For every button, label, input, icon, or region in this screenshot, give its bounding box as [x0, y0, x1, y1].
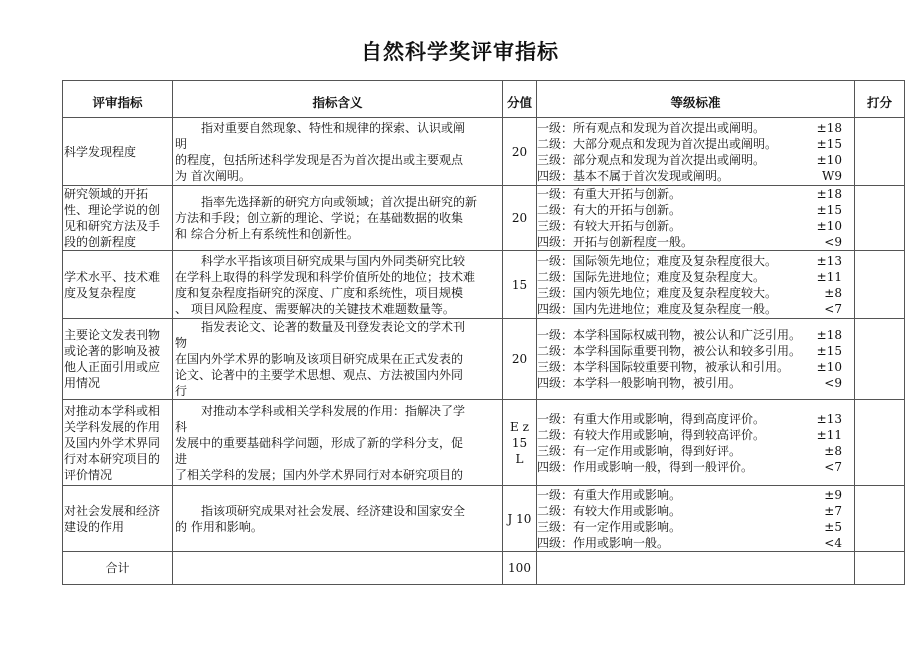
meaning-line: 科 — [175, 419, 188, 434]
score-cell — [503, 319, 537, 400]
grade-text: 四级：本学科一般影响刊物，被引用。 — [537, 376, 742, 390]
criterion-name-line: 段的创新程度 — [64, 235, 137, 249]
grade-range: ±10 — [816, 219, 842, 233]
header-grades: 等级标准 — [537, 81, 855, 118]
meaning-cell — [173, 251, 503, 319]
grade-range: <9 — [824, 376, 842, 390]
grade-range: ±15 — [816, 203, 842, 217]
grade-text: 三级：国内领先地位；难度及复杂程度较大。 — [537, 285, 778, 300]
score-value: 20 — [511, 352, 528, 366]
header-rating: 打分 — [855, 81, 905, 118]
grade-line — [537, 202, 852, 218]
header-score: 分值 — [503, 81, 537, 118]
meaning-line: 方法和手段；创立新的理论、学说；在基础数据的收集 — [175, 211, 464, 225]
grade-range: ±7 — [824, 503, 842, 518]
grade-range: ±18 — [816, 187, 842, 201]
grade-range: W9 — [822, 168, 842, 183]
total-row — [63, 552, 905, 585]
grades-cell — [537, 118, 855, 186]
total-grades-cell — [537, 552, 855, 585]
grade-text: 二级：有较大作用或影响。 — [537, 503, 682, 518]
meaning-line: 和 综合分析上有系统性和创新性。 — [175, 227, 359, 241]
grade-text: 四级：国内先进地位；难度及复杂程度一般。 — [537, 301, 778, 316]
grade-text: 四级：作用或影响一般。 — [537, 535, 670, 550]
grade-range: ±13 — [816, 253, 842, 268]
meaning-line: 对推动本学科或相关学科发展的作用：指解决了学 — [201, 403, 466, 418]
rating-cell[interactable] — [855, 251, 905, 319]
meaning-line: 度和复杂程度指研究的深度、广度和系统性，项目规模 — [175, 285, 464, 300]
table-row — [63, 400, 905, 486]
criteria-table — [62, 80, 905, 585]
total-score: 100 — [503, 552, 537, 585]
grade-line — [537, 186, 852, 202]
grade-line — [537, 503, 852, 519]
criterion-cell — [63, 486, 173, 552]
grade-text: 三级：有一定作用或影响，得到好评。 — [537, 443, 742, 458]
grade-line — [537, 218, 852, 234]
grade-line — [537, 152, 852, 168]
page-title: 自然科学奖评审指标 — [361, 40, 559, 64]
meaning-line: 指率先选择新的研究方向或领域；首次提出研究的新 — [201, 195, 478, 209]
grade-line — [537, 269, 852, 285]
grade-range: <7 — [824, 459, 842, 474]
meaning-cell — [173, 186, 503, 251]
meaning-cell — [173, 118, 503, 186]
grade-text: 三级：有一定作用或影响。 — [537, 519, 682, 534]
meaning-cell — [173, 319, 503, 400]
meaning-line: 物 — [175, 336, 188, 350]
grade-text: 四级：开拓与创新程度一般。 — [537, 235, 694, 249]
criterion-name-line: 及国内外学术界同 — [64, 435, 161, 450]
rating-cell[interactable] — [855, 400, 905, 486]
grade-text: 三级：有较大开拓与创新。 — [537, 219, 682, 233]
grade-text: 一级：有重大作用或影响，得到高度评价。 — [537, 411, 766, 426]
criterion-name-line: 对推动本学科或相 — [64, 403, 161, 418]
criterion-cell — [63, 118, 173, 186]
grade-text: 二级：有大的开拓与创新。 — [537, 203, 682, 217]
grade-text: 一级：有重大开拓与创新。 — [537, 187, 682, 201]
meaning-line: 在学科上取得的科学发现和科学价值所处的地位；技术难 — [175, 269, 476, 284]
grade-line — [537, 253, 852, 269]
total-rating-cell[interactable] — [855, 552, 905, 585]
criterion-name-line: 建设的作用 — [64, 519, 125, 534]
meaning-cell — [173, 400, 503, 486]
grade-line — [537, 343, 852, 359]
meaning-line: 进 — [175, 451, 188, 466]
criterion-cell — [63, 319, 173, 400]
grade-range: <9 — [824, 235, 842, 249]
header-row — [63, 81, 905, 118]
meaning-line: 了相关学科的发展；国内外学术界同行对本研究项目的 — [175, 467, 464, 482]
grade-line — [537, 411, 852, 427]
total-meaning-cell — [173, 552, 503, 585]
criterion-cell — [63, 186, 173, 251]
grade-line — [537, 285, 852, 301]
grade-range: ±15 — [816, 136, 842, 151]
meaning-line: 指该项研究成果对社会发展、经济建设和国家安全 — [201, 503, 466, 518]
table-row — [63, 486, 905, 552]
grade-range: ±8 — [824, 443, 842, 458]
score-value: L — [515, 451, 524, 466]
score-value: 15 — [511, 435, 528, 450]
criterion-name-line: 或论著的影响及被 — [64, 344, 161, 358]
score-value: 15 — [511, 277, 528, 292]
meaning-line: 为 首次阐明。 — [175, 168, 251, 183]
grade-line — [537, 443, 852, 459]
rating-cell[interactable] — [855, 118, 905, 186]
grades-cell — [537, 400, 855, 486]
criterion-name-line: 他人正面引用或应 — [64, 360, 161, 374]
table-row — [63, 251, 905, 319]
meaning-line: 行 — [175, 384, 188, 398]
grade-range: <7 — [824, 301, 842, 316]
criterion-name-line: 度及复杂程度 — [64, 285, 137, 300]
table-row — [63, 186, 905, 251]
meaning-cell — [173, 486, 503, 552]
grade-range: ±18 — [816, 328, 842, 342]
grade-text: 一级：有重大作用或影响。 — [537, 487, 682, 502]
score-cell — [503, 118, 537, 186]
criterion-name-line: 见和研究方法及手 — [64, 219, 161, 233]
grade-text: 四级：基本不属于首次发现或阐明。 — [537, 168, 730, 183]
grade-text: 二级：国际先进地位；难度及复杂程度大。 — [537, 269, 766, 284]
grade-line — [537, 519, 852, 535]
grade-line — [537, 136, 852, 152]
grade-range: ±11 — [816, 427, 842, 442]
rating-cell[interactable] — [855, 319, 905, 400]
grade-range: ±5 — [824, 519, 842, 534]
grade-line — [537, 375, 852, 391]
criterion-name-line: 对社会发展和经济 — [64, 503, 161, 518]
meaning-line: 的程度，包括所述科学发现是否为首次提出或主要观点 — [175, 152, 464, 167]
grade-range: ±9 — [824, 487, 842, 502]
criterion-name-line: 关学科发展的作用 — [64, 419, 161, 434]
meaning-line: 指对重要自然现象、特性和规律的探索、认识或阐 — [201, 120, 466, 135]
grade-line — [537, 535, 852, 551]
header-criterion: 评审指标 — [63, 81, 173, 118]
grade-range: ±13 — [816, 411, 842, 426]
criterion-name-line: 主要论文发表刊物 — [64, 328, 161, 342]
header-meaning: 指标含义 — [173, 81, 503, 118]
score-cell — [503, 486, 537, 552]
grade-line — [537, 487, 852, 503]
grade-line — [537, 301, 852, 317]
grades-cell — [537, 486, 855, 552]
grades-cell — [537, 186, 855, 251]
grade-line — [537, 327, 852, 343]
meaning-line: 科学水平指该项目研究成果与国内外同类研究比较 — [201, 253, 466, 268]
grade-text: 四级：作用或影响一般，得到一般评价。 — [537, 459, 754, 474]
grade-text: 二级：大部分观点和发现为首次提出或阐明。 — [537, 136, 778, 151]
score-value: J 10 — [507, 511, 532, 526]
meaning-line: 在国内外学术界的影响及该项目研究成果在正式发表的 — [175, 352, 464, 366]
grade-text: 二级：本学科国际重要刊物，被公认和较多引用。 — [537, 344, 802, 358]
rating-cell[interactable] — [855, 186, 905, 251]
grade-range: ±10 — [816, 152, 842, 167]
grade-line — [537, 427, 852, 443]
meaning-line: 发展中的重要基础科学问题，形成了新的学科分支，促 — [175, 435, 464, 450]
grade-line — [537, 168, 852, 184]
criterion-name-line: 科学发现程度 — [64, 144, 137, 159]
criterion-name-line: 用情况 — [64, 376, 101, 390]
grade-text: 一级：所有观点和发现为首次提出或阐明。 — [537, 120, 766, 135]
grade-range: ±8 — [824, 285, 842, 300]
grade-text: 一级：国际领先地位；难度及复杂程度很大。 — [537, 253, 778, 268]
grade-line — [537, 459, 852, 475]
grades-cell — [537, 319, 855, 400]
grade-line — [537, 120, 852, 136]
table-row — [63, 118, 905, 186]
grade-text: 二级：有较大作用或影响，得到较高评价。 — [537, 427, 766, 442]
total-label: 合计 — [63, 552, 173, 585]
meaning-line: 、 项目风险程度、需要解决的关键技术难题数量等。 — [175, 301, 455, 316]
meaning-line: 的 作用和影响。 — [175, 519, 263, 534]
criterion-cell — [63, 400, 173, 486]
grade-range: ±10 — [816, 360, 842, 374]
grade-range: ±11 — [816, 269, 842, 284]
grade-line — [537, 359, 852, 375]
grade-range: <4 — [824, 535, 842, 550]
score-value: E z — [510, 419, 529, 434]
table-row — [63, 319, 905, 400]
score-cell — [503, 251, 537, 319]
criterion-name-line: 性、理论学说的创 — [64, 203, 161, 217]
criterion-name-line: 行对本研究项目的 — [64, 451, 161, 466]
score-cell — [503, 400, 537, 486]
rating-cell[interactable] — [855, 486, 905, 552]
grade-range: ±15 — [816, 344, 842, 358]
score-cell — [503, 186, 537, 251]
grade-range: ±18 — [816, 120, 842, 135]
meaning-line: 论文、论著中的主要学术思想、观点、方法被国内外同 — [175, 368, 464, 382]
score-value: 20 — [511, 211, 528, 225]
meaning-line: 指发表论文、论著的数量及刊登发表论文的学术刊 — [201, 320, 466, 334]
meaning-line: 明 — [175, 136, 188, 151]
criterion-name-line: 评价情况 — [64, 467, 113, 482]
grade-text: 一级：本学科国际权威刊物，被公认和广泛引用。 — [537, 328, 802, 342]
criterion-cell — [63, 251, 173, 319]
score-value: 20 — [511, 144, 528, 159]
criterion-name-line: 学术水平、技术难 — [64, 269, 161, 284]
criterion-name-line: 研究领域的开拓 — [64, 187, 149, 201]
grade-text: 三级：本学科国际较重要刊物，被承认和引用。 — [537, 360, 790, 374]
grades-cell — [537, 251, 855, 319]
grade-line — [537, 234, 852, 250]
grade-text: 三级：部分观点和发现为首次提出或阐明。 — [537, 152, 766, 167]
